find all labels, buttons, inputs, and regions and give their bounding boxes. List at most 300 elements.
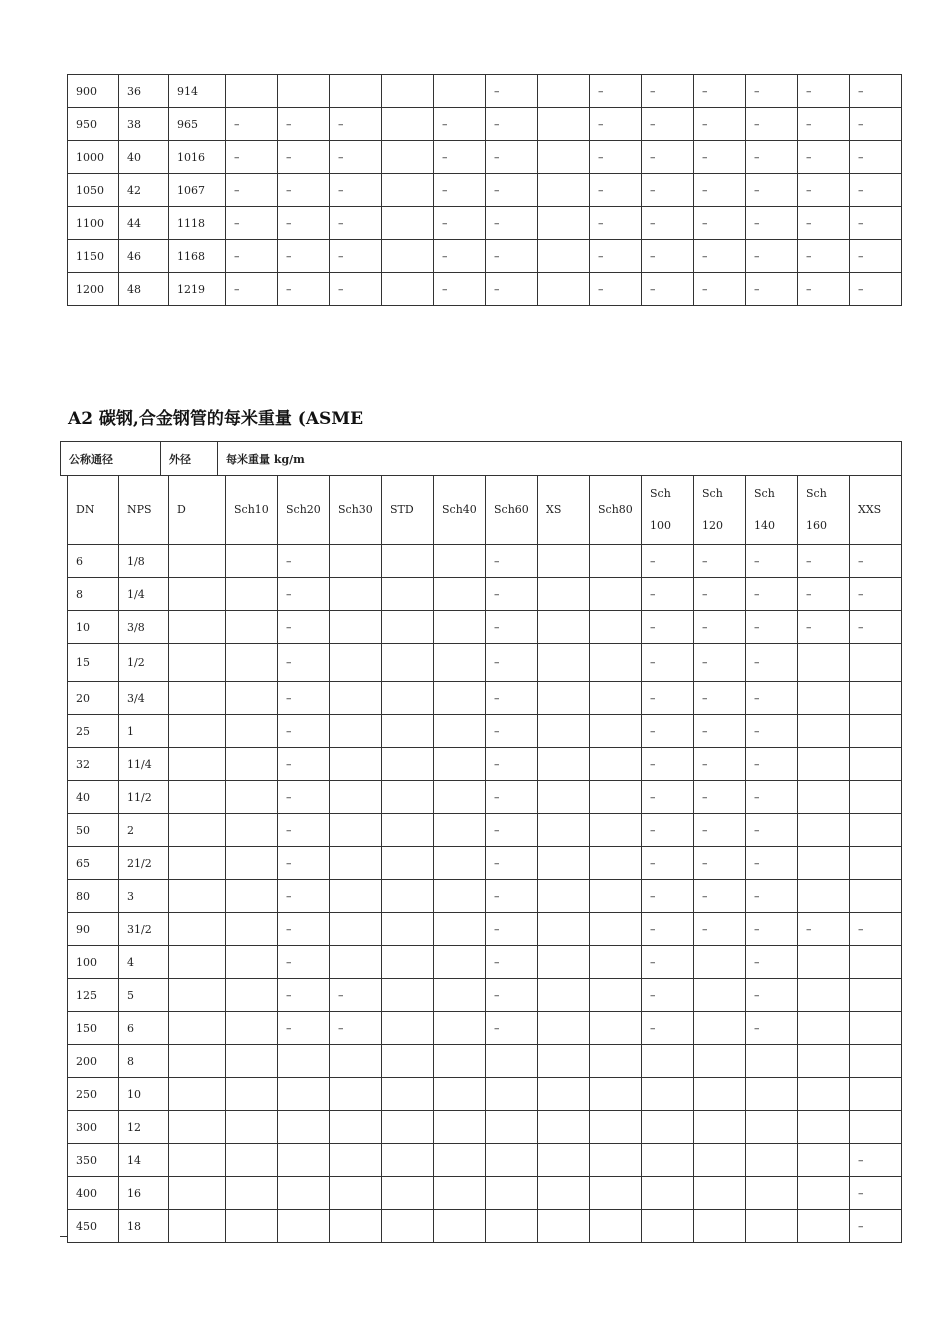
weight-table-cell: –	[850, 913, 902, 946]
weight-table-cell: –	[694, 880, 746, 913]
weight-table-row	[68, 814, 902, 847]
weight-table-cell	[590, 1045, 642, 1078]
weight-table-cell	[590, 979, 642, 1012]
weight-table-cell	[169, 644, 226, 682]
weight-table-cell	[169, 1177, 226, 1210]
weight-table-cell: –	[642, 979, 694, 1012]
weight-table-cell: 400	[68, 1177, 119, 1210]
top-table-cell: –	[798, 273, 850, 306]
weight-table-cell	[538, 1144, 590, 1177]
weight-table-cell: –	[798, 913, 850, 946]
top-table-cell: –	[798, 174, 850, 207]
weight-table-cell	[434, 1078, 486, 1111]
weight-table-cell	[798, 1144, 850, 1177]
top-table-cell: –	[694, 141, 746, 174]
weight-table-cell	[538, 1210, 590, 1243]
weight-table-cell	[538, 1111, 590, 1144]
weight-table-cell	[382, 644, 434, 682]
top-table-cell: 36	[119, 75, 169, 108]
weight-table-cell	[330, 781, 382, 814]
top-table-cell: –	[746, 141, 798, 174]
section-title: A2 碳钢,合金钢管的每米重量 (ASME	[68, 409, 364, 429]
top-table-cell: –	[642, 141, 694, 174]
weight-table-cell	[226, 946, 278, 979]
top-table-cell: 1219	[169, 273, 226, 306]
weight-table-cell	[850, 1111, 902, 1144]
weight-table-cell	[382, 1078, 434, 1111]
weight-table-cell: 300	[68, 1111, 119, 1144]
top-table-row	[68, 240, 902, 273]
weight-table-cell	[382, 880, 434, 913]
weight-table-cell	[434, 644, 486, 682]
weight-table-cell	[590, 578, 642, 611]
weight-table-cell: 1/2	[119, 644, 169, 682]
weight-table-cell	[382, 1144, 434, 1177]
weight-table-cell	[382, 979, 434, 1012]
top-table-cell: 950	[68, 108, 119, 141]
weight-table-cell	[798, 682, 850, 715]
weight-table-cell	[226, 781, 278, 814]
weight-table-cell	[850, 979, 902, 1012]
weight-table-cell	[330, 1177, 382, 1210]
weight-table-row	[68, 748, 902, 781]
weight-table-cell	[850, 1045, 902, 1078]
weight-table-cell: –	[278, 781, 330, 814]
weight-table-cell	[330, 1144, 382, 1177]
weight-table-cell	[330, 1078, 382, 1111]
weight-table-cell	[798, 1111, 850, 1144]
weight-table-cell: –	[278, 545, 330, 578]
top-table-row	[68, 108, 902, 141]
weight-table-cell	[169, 748, 226, 781]
weight-table-cell	[434, 880, 486, 913]
top-table-cell: –	[694, 75, 746, 108]
weight-table-cell	[330, 1111, 382, 1144]
weight-table-cell	[642, 1177, 694, 1210]
weight-table-cell	[382, 682, 434, 715]
weight-table-cell	[850, 715, 902, 748]
top-table-cell: –	[486, 207, 538, 240]
weight-table-cell	[590, 1078, 642, 1111]
weight-table-cell	[434, 1144, 486, 1177]
weight-table-cell	[278, 1045, 330, 1078]
weight-table-cell	[850, 748, 902, 781]
weight-table-cell: –	[486, 913, 538, 946]
top-table-cell: –	[226, 108, 278, 141]
weight-table-cell: –	[642, 1012, 694, 1045]
top-table-cell: –	[434, 174, 486, 207]
weight-table-cell: –	[278, 1012, 330, 1045]
column-header: Sch20	[278, 476, 330, 545]
top-table-cell: –	[694, 108, 746, 141]
weight-table-cell: 90	[68, 913, 119, 946]
top-table-cell: –	[746, 174, 798, 207]
weight-table-cell	[694, 1177, 746, 1210]
column-header: NPS	[119, 476, 169, 545]
weight-table-cell: 3/4	[119, 682, 169, 715]
weight-table-cell	[434, 715, 486, 748]
top-table-cell: –	[694, 240, 746, 273]
column-header: Sch 140	[746, 476, 798, 545]
weight-table-cell	[278, 1078, 330, 1111]
weight-table-cell: –	[642, 715, 694, 748]
top-table-cell: –	[642, 75, 694, 108]
weight-table-cell: 20	[68, 682, 119, 715]
weight-table-cell	[486, 1144, 538, 1177]
weight-table-cell	[169, 913, 226, 946]
weight-table-cell	[330, 847, 382, 880]
weight-table-cell	[590, 545, 642, 578]
weight-table	[67, 475, 902, 1243]
weight-table-cell: 31/2	[119, 913, 169, 946]
weight-table-cell	[694, 1144, 746, 1177]
weight-table-cell: –	[278, 682, 330, 715]
weight-table-cell	[850, 1012, 902, 1045]
top-table	[67, 74, 902, 306]
weight-table-cell	[538, 644, 590, 682]
weight-table-cell: –	[850, 545, 902, 578]
weight-table-cell: –	[486, 847, 538, 880]
top-table-cell: –	[590, 75, 642, 108]
weight-table-cell: 2	[119, 814, 169, 847]
weight-table-cell	[798, 1177, 850, 1210]
top-table-cell	[538, 108, 590, 141]
weight-table-cell	[538, 1045, 590, 1078]
top-table-cell: –	[278, 108, 330, 141]
weight-table-cell	[226, 611, 278, 644]
weight-table-cell	[169, 611, 226, 644]
weight-table-cell	[590, 781, 642, 814]
weight-table-cell	[642, 1078, 694, 1111]
weight-table-cell	[694, 1078, 746, 1111]
weight-table-cell	[382, 715, 434, 748]
weight-table-cell	[226, 847, 278, 880]
column-header: Sch40	[434, 476, 486, 545]
weight-table-cell	[434, 1210, 486, 1243]
top-table-cell: –	[330, 273, 382, 306]
weight-table-row	[68, 1078, 902, 1111]
weight-table-cell	[746, 1144, 798, 1177]
top-table-cell	[382, 207, 434, 240]
weight-table-cell	[798, 979, 850, 1012]
top-table-cell: 914	[169, 75, 226, 108]
weight-table-cell	[538, 682, 590, 715]
weight-table-row	[68, 682, 902, 715]
top-table-cell: –	[434, 108, 486, 141]
weight-table-cell: 1/4	[119, 578, 169, 611]
weight-table-body	[68, 476, 902, 1243]
weight-table-cell: 40	[68, 781, 119, 814]
weight-table-cell	[850, 682, 902, 715]
top-table-cell	[382, 141, 434, 174]
weight-table-cell	[434, 847, 486, 880]
weight-table-cell: 4	[119, 946, 169, 979]
weight-table-cell: –	[486, 781, 538, 814]
top-table-cell: –	[226, 273, 278, 306]
weight-table-cell	[382, 913, 434, 946]
weight-table-cell	[590, 1144, 642, 1177]
top-table-cell: –	[226, 141, 278, 174]
weight-table-cell	[330, 913, 382, 946]
weight-table-cell: 18	[119, 1210, 169, 1243]
top-table-cell: –	[746, 273, 798, 306]
top-table-cell: –	[642, 108, 694, 141]
weight-table-cell	[330, 1045, 382, 1078]
weight-table-cell: –	[642, 913, 694, 946]
weight-table-cell: –	[746, 979, 798, 1012]
top-table-row	[68, 207, 902, 240]
top-table-cell: –	[642, 207, 694, 240]
weight-table-cell	[278, 1144, 330, 1177]
weight-table-cell	[226, 1045, 278, 1078]
top-table-cell: –	[694, 273, 746, 306]
top-table-cell: –	[798, 207, 850, 240]
top-table-cell: 1100	[68, 207, 119, 240]
top-table-cell: –	[486, 240, 538, 273]
weight-table-cell: –	[746, 946, 798, 979]
top-table-cell: –	[746, 108, 798, 141]
top-table-cell	[538, 174, 590, 207]
top-table-cell: –	[850, 75, 902, 108]
top-table-cell: –	[278, 141, 330, 174]
weight-table-cell: 8	[68, 578, 119, 611]
weight-table-cell	[434, 814, 486, 847]
weight-table-cell	[226, 715, 278, 748]
top-table-cell: –	[746, 240, 798, 273]
weight-table-cell	[590, 946, 642, 979]
top-table-cell: –	[642, 174, 694, 207]
weight-table-cell: –	[642, 578, 694, 611]
weight-table-cell	[694, 1111, 746, 1144]
weight-table-cell	[330, 814, 382, 847]
weight-table-cell	[538, 1012, 590, 1045]
weight-table-cell: 6	[119, 1012, 169, 1045]
weight-table-cell	[169, 715, 226, 748]
weight-table-row	[68, 715, 902, 748]
weight-table-cell	[538, 880, 590, 913]
top-table-cell: 1150	[68, 240, 119, 273]
weight-table-cell	[434, 781, 486, 814]
top-table-cell	[382, 75, 434, 108]
weight-table-row	[68, 781, 902, 814]
column-header: XS	[538, 476, 590, 545]
weight-table-cell	[694, 979, 746, 1012]
weight-table-row	[68, 1111, 902, 1144]
weight-table-row	[68, 1177, 902, 1210]
weight-table-cell	[538, 1078, 590, 1111]
top-table-cell: 1200	[68, 273, 119, 306]
weight-table-cell: –	[746, 682, 798, 715]
top-table-cell	[538, 240, 590, 273]
weight-table-cell	[278, 1111, 330, 1144]
weight-table-cell	[590, 748, 642, 781]
weight-table-cell: –	[746, 781, 798, 814]
top-table-cell	[538, 141, 590, 174]
weight-table-cell: –	[798, 545, 850, 578]
top-table-cell: –	[798, 240, 850, 273]
top-table-cell: –	[590, 174, 642, 207]
top-table-cell: –	[434, 207, 486, 240]
top-table-cell	[382, 240, 434, 273]
column-header: Sch80	[590, 476, 642, 545]
column-header: XXS	[850, 476, 902, 545]
weight-table-cell: –	[694, 644, 746, 682]
weight-table-cell	[382, 1210, 434, 1243]
top-table-cell	[226, 75, 278, 108]
top-table-cell: 40	[119, 141, 169, 174]
weight-table-cell	[798, 847, 850, 880]
weight-table-cell	[850, 946, 902, 979]
top-table-cell: –	[330, 141, 382, 174]
weight-table-row	[68, 979, 902, 1012]
weight-table-cell: 11/2	[119, 781, 169, 814]
weight-table-cell	[486, 1078, 538, 1111]
weight-table-cell: 50	[68, 814, 119, 847]
weight-table-cell	[538, 748, 590, 781]
weight-table-cell	[169, 781, 226, 814]
weight-table-cell	[798, 1045, 850, 1078]
column-header: Sch 100	[642, 476, 694, 545]
top-table-cell: –	[330, 207, 382, 240]
weight-table-row	[68, 946, 902, 979]
weight-table-cell: –	[694, 545, 746, 578]
top-table-cell: –	[486, 174, 538, 207]
weight-table-cell: 150	[68, 1012, 119, 1045]
weight-table-cell	[590, 1210, 642, 1243]
weight-table-cell	[226, 1012, 278, 1045]
top-table-cell: –	[850, 207, 902, 240]
weight-table-cell	[169, 1210, 226, 1243]
weight-table-cell	[590, 682, 642, 715]
top-table-cell	[382, 273, 434, 306]
weight-table-cell	[590, 814, 642, 847]
weight-table-row	[68, 1144, 902, 1177]
column-header: Sch10	[226, 476, 278, 545]
column-header: Sch60	[486, 476, 538, 545]
weight-table-cell	[278, 1210, 330, 1243]
weight-table-cell: –	[746, 644, 798, 682]
weight-table-cell	[694, 946, 746, 979]
weight-table-cell: –	[278, 979, 330, 1012]
weight-table-cell	[538, 715, 590, 748]
top-table-cell: –	[850, 108, 902, 141]
weight-table-cell: –	[486, 545, 538, 578]
weight-table-cell	[434, 545, 486, 578]
weight-table-cell	[434, 578, 486, 611]
weight-table-cell: –	[278, 748, 330, 781]
top-table-cell: 48	[119, 273, 169, 306]
weight-table-cell: 3/8	[119, 611, 169, 644]
weight-table-cell: –	[850, 1144, 902, 1177]
weight-table-cell	[538, 781, 590, 814]
weight-table-cell	[486, 1210, 538, 1243]
top-table-cell: –	[590, 108, 642, 141]
weight-table-cell: –	[486, 814, 538, 847]
weight-table-cell: –	[278, 814, 330, 847]
top-table-cell: –	[798, 141, 850, 174]
weight-table-cell: 80	[68, 880, 119, 913]
weight-table-cell: –	[486, 578, 538, 611]
weight-table-cell	[226, 545, 278, 578]
top-table-cell: –	[590, 207, 642, 240]
weight-table-cell	[382, 748, 434, 781]
weight-table-cell	[169, 946, 226, 979]
weight-table-cell	[434, 1045, 486, 1078]
top-table-cell: 1000	[68, 141, 119, 174]
weight-table-row	[68, 578, 902, 611]
top-table-cell: –	[226, 207, 278, 240]
weight-table-cell	[694, 1045, 746, 1078]
top-table-cell	[382, 108, 434, 141]
weight-table-cell	[486, 1111, 538, 1144]
weight-table-cell: 65	[68, 847, 119, 880]
weight-table-cell: –	[694, 913, 746, 946]
weight-table-cell	[434, 1177, 486, 1210]
weight-table-cell	[169, 1111, 226, 1144]
weight-table-cell: 8	[119, 1045, 169, 1078]
weight-table-cell: –	[850, 1177, 902, 1210]
weight-table-cell: –	[694, 847, 746, 880]
weight-table-cell	[382, 847, 434, 880]
column-header: Sch30	[330, 476, 382, 545]
column-header: STD	[382, 476, 434, 545]
top-table-cell: 1016	[169, 141, 226, 174]
top-table-body	[68, 75, 902, 306]
weight-table-cell: –	[642, 611, 694, 644]
weight-table-cell	[746, 1111, 798, 1144]
top-table-cell: –	[850, 141, 902, 174]
weight-table-cell: –	[486, 748, 538, 781]
weight-table-cell	[486, 1177, 538, 1210]
weight-table-cell	[850, 880, 902, 913]
weight-table-cell	[330, 715, 382, 748]
top-table-cell: –	[486, 141, 538, 174]
weight-table-cell	[642, 1210, 694, 1243]
weight-table-cell: 32	[68, 748, 119, 781]
weight-table-cell	[798, 1012, 850, 1045]
weight-table-cell: 1	[119, 715, 169, 748]
weight-table-cell: –	[642, 545, 694, 578]
top-table-cell: 900	[68, 75, 119, 108]
top-table-cell	[538, 273, 590, 306]
weight-table-cell	[538, 913, 590, 946]
weight-table-cell	[798, 1210, 850, 1243]
weight-table-cell	[798, 946, 850, 979]
top-table-cell: –	[850, 273, 902, 306]
top-table-cell: –	[746, 207, 798, 240]
top-table-cell: 38	[119, 108, 169, 141]
weight-table-cell	[590, 715, 642, 748]
weight-table-cell	[169, 682, 226, 715]
top-table-cell: –	[434, 141, 486, 174]
weight-table-cell: –	[278, 946, 330, 979]
weight-table-cell: –	[694, 814, 746, 847]
top-table-cell: –	[798, 108, 850, 141]
weight-table-cell	[434, 682, 486, 715]
weight-table-cell: 10	[119, 1078, 169, 1111]
weight-table-cell	[226, 814, 278, 847]
weight-table-cell: –	[746, 578, 798, 611]
top-table-cell: –	[278, 240, 330, 273]
weight-table-cell: –	[746, 545, 798, 578]
weight-table-cell	[590, 913, 642, 946]
weight-table-row	[68, 611, 902, 644]
top-table-cell: –	[434, 273, 486, 306]
weight-table-cell: 12	[119, 1111, 169, 1144]
weight-table-cell: –	[330, 979, 382, 1012]
weight-table-cell	[850, 847, 902, 880]
weight-table-cell	[226, 880, 278, 913]
